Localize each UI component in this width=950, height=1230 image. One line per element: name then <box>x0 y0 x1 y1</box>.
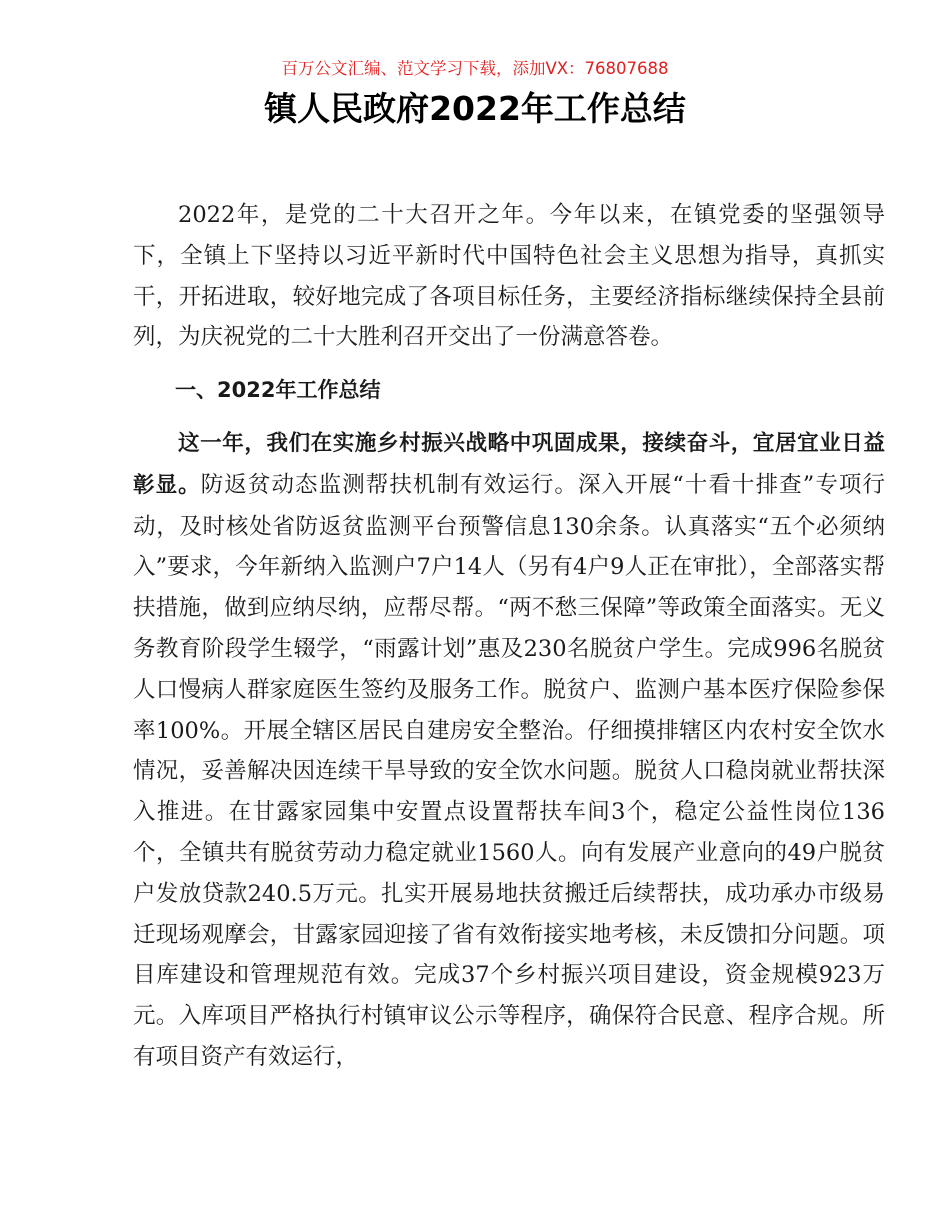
document-body <box>133 195 885 1090</box>
page-title: 镇人民政府2022年工作总结 <box>264 89 686 128</box>
watermark-text: 百万公文汇编、范文学习下载，添加VX：76807688 <box>281 59 669 78</box>
paragraph-lead-sentence: 这一年，我们在实施乡村振兴战略中巩固成果，接续奋斗，宜居宜业日益彰显。 <box>133 430 885 498</box>
paragraph-body-text: 防返贫动态监测帮扶机制有效运行。深入开展“十看十排查”专项行动，及时核处省防返贫监测平台预警信息130余条。认真落实“五个必须纳入”要求，今年新纳入监测户7户14人（另有4户9人正在审批），全部落实帮扶措施，做到应纳尽纳，应帮尽帮。“两不愁三保障”等政策全面落实。无义务教育阶段学生辍学，“雨露计划”惠及230名脱贫户学生。完成996名脱贫人口慢病人群家庭医生签约及服务工作。脱贫户、监测户基本医疗保险参保率100%。开展全辖区居民自建房安全整治。仔细摸排辖区内农村安全饮水情况，妥善解决因连续干旱导致的安全饮水问题。脱贫人口稳岗就业帮扶深入推进。在甘露家园集中安置点设置帮扶车间3个，稳定公益性岗位136个，全镇共有脱贫劳动力稳定就业1560人。向有发展产业意向的49户脱贫户发放贷款240.5万元。扎实开展易地扶贫搬迁后续帮扶，成功承办市级易迁现场观摩会，甘露家园迎接了省有效衔接实地考核，未反馈扣分问题。项目库建设和管理规范有效。完成37个乡村振兴项目建设，资金规模923万元。入库项目严格执行村镇审议公示等程序，确保符合民意、程序合规。所有项目资产有效运行， <box>133 471 885 1070</box>
section-paragraph <box>133 423 885 1078</box>
intro-paragraph: 2022年，是党的二十大召开之年。今年以来，在镇党委的坚强领导下，全镇上下坚持以习近平新时代中国特色社会主义思想为指导，真抓实干，开拓进取，较好地完成了各项目标任务，主要经济指标继续保持全县前列，为庆祝党的二十大胜利召开交出了一份满意答卷。 <box>133 202 885 351</box>
section-heading: 一、2022年工作总结 <box>175 378 381 403</box>
